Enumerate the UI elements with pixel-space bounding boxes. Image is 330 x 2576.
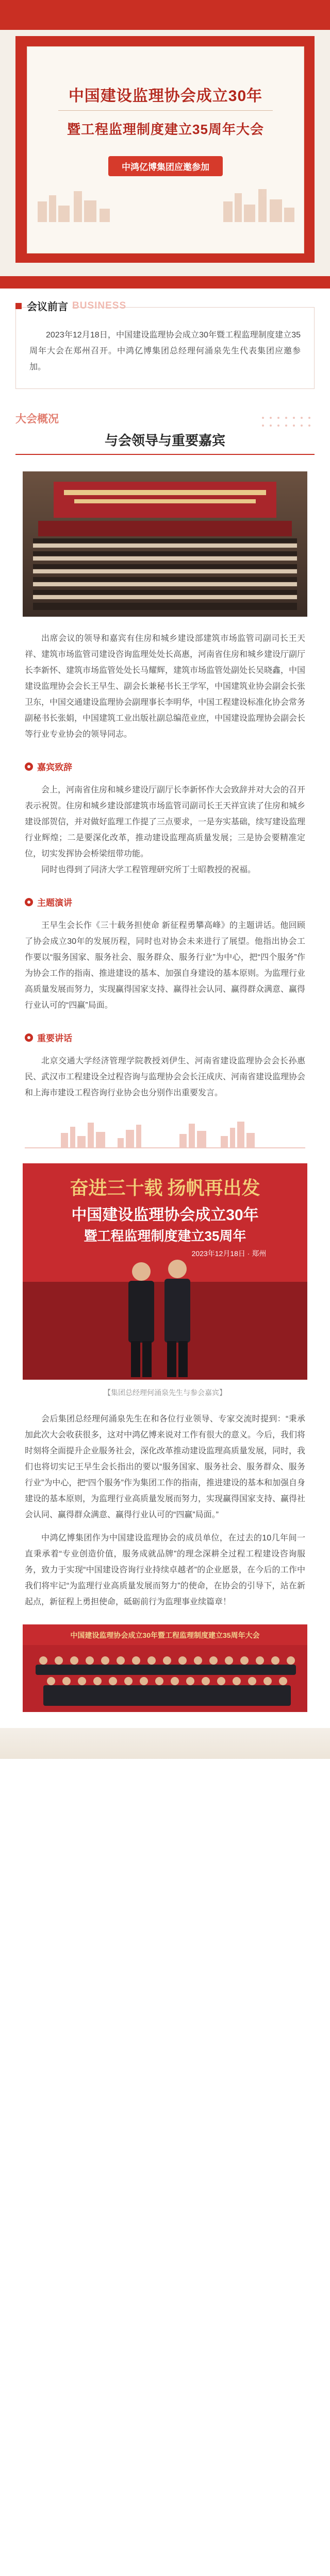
- preface-title: 会议前言: [27, 298, 72, 313]
- banner-main-text: 中国建设监理协会成立30年: [71, 1207, 259, 1224]
- preface-text: 2023年12月18日，中国建设监理协会成立30年暨工程监理制度建立35周年大会在郑州召开。中鸿亿博集团总经理何涌泉先生代表集团应邀参加。: [29, 331, 301, 371]
- report-heading: [25, 1031, 305, 1044]
- closing-paragraph-2: 中鸿亿博集团作为中国建设监理协会的成员单位，在过去的10几年间一直秉承着“专业创造价值，服务成就品牌”的理念深耕全过程工程建设咨询服务，致力于实现“中国建设咨询行业持续卓越者”的企业愿景，在今后的工作中我们将牢记“为监理行业高质量发展而努力”的使命，在协会的引导下，站在新起点，新征程上勇担使命，砥砺前行为监理事业续篇章！: [25, 1534, 305, 1606]
- skyline-divider: [25, 1117, 305, 1148]
- banner-slogan: 奋进三十载 扬帆再出发: [70, 1178, 260, 1198]
- overview-underline: [15, 454, 315, 455]
- preface-heading: [15, 298, 126, 313]
- keynote-heading: [25, 895, 305, 908]
- keynote-paragraph: 王早生会长作《三十载务担使命 新征程勇攀高峰》的主题讲话。他回顾了协会成立30年的发展历程，同时也对协会未来进行了展望。他指出协会工作要以“服务国家、服务社会、服务群众、服务行业”为中心，把“四个服务”作为协会工作的指南、推进建设的基本、加强自身建设的基本原则。为监理行业高质量发展而努力，实现赢得国家支持、赢得社会认同、赢得群众满意、赢得行业认可的“四赢”局面。: [25, 921, 306, 1010]
- speech-heading: [25, 760, 305, 773]
- overview-section-title: [15, 411, 315, 457]
- overview-paragraph: 出席会议的领导和嘉宾有住房和城乡建设部建筑市场监管司副司长王天祥、建筑市场监管司建设咨询监理处处长高惠，河南省住房和城乡建设厅副厅长李新怀、建筑市场监管处处长马耀辉，建筑市场监管处副处长吴晓鑫，中国建设监理协会会长王早生、副会长兼秘书长王学军，中国建筑业协会副会长张卫东，中国交通建设监理协会副理事长李明华，中国工程建设标准化协会常务副秘书长张娟，中国建筑工业出版社副总编范业庶，中国建设监理协会副会长等行业专业协会的领导同志。: [25, 634, 306, 739]
- speech-paragraph-1: 会上，河南省住房和城乡建设厅副厅长李新怀作大会致辞并对大会的召开表示祝贺。住房和城乡建设部建筑市场监管司副司长王天祥宣读了住房和城乡建设部贺信，并对做好监理工作提了三点要求，一是夯实基础，续写建设监理行业辉煌；二是要深化改革，推动建设监理高质量发展；三是协会要精准定位，切实发挥协会桥梁纽带功能。: [25, 786, 306, 858]
- preface-box: [15, 300, 315, 389]
- conference-hall-photo: [23, 471, 307, 617]
- preface-title-en: BUSINESS: [72, 300, 127, 311]
- hero-top-bar: [0, 0, 330, 30]
- speech-paragraph-2: 同时也得到了同济大学工程管理研究所丁士昭教授的祝福。: [41, 866, 256, 874]
- closing-body: [25, 1411, 305, 1610]
- report-body: [25, 1053, 305, 1101]
- speech-title: 嘉宾致辞: [37, 762, 72, 772]
- guests-photo: [23, 1163, 307, 1380]
- footer-strip: [0, 1728, 330, 1759]
- keynote-title: 主题演讲: [37, 898, 72, 908]
- group-banner-text: 中国建设监理协会成立30年暨工程监理制度建立35周年大会: [70, 1631, 260, 1639]
- skyline-decoration: [27, 186, 304, 222]
- report-title: 重要讲话: [37, 1033, 72, 1043]
- bullet-circle-icon: [25, 1033, 33, 1042]
- banner-date-text: 2023年12月18日 · 郑州: [191, 1249, 267, 1258]
- banner-sub-text: 暨工程监理制度建立35周年: [84, 1228, 246, 1244]
- bullet-circle-icon: [25, 762, 33, 771]
- overview-small-title: 大会概况: [15, 413, 59, 425]
- hero-banner: [0, 0, 330, 289]
- closing-paragraph-1: 会后集团总经理何涌泉先生在和各位行业领导、专家交流时提到：“秉承加此次大会收获很多，这对中鸿亿博来说对工作有很大的意义。今后，我们将时刻将全面提升企业服务社会，深化改革推动建设监理高质量发展，同时，我们也将切实记王早生会长指出的要以“服务国家、服务社会、服务群众、服务行业”为中心，把“四个服务”作为集团工作的指南，推进建设的基本和加强自身建设的基本原则，为监理行业高质量发展而努力，实现赢得国家支持、赢得社会认同、赢得群众满意、赢得行业认可的“四赢”局面。”: [25, 1415, 306, 1519]
- square-icon: [15, 303, 22, 309]
- hero-title-line2: 暨工程监理制度建立35周年大会: [67, 122, 264, 137]
- overview-body: [25, 631, 305, 742]
- hero-panel: [15, 36, 315, 263]
- hero-tag: 中鸿亿博集团应邀参加: [108, 156, 223, 176]
- keynote-body: [25, 918, 305, 1013]
- hero-bottom-bar: [0, 276, 330, 289]
- overview-big-title: 与会领导与重要嘉宾: [104, 433, 225, 448]
- hero-title-line1: 中国建设监理协会成立30年: [68, 88, 263, 105]
- photo-caption: 【集团总经理何涌泉先生与参会嘉宾】: [104, 1388, 226, 1397]
- hero-inner-card: [27, 46, 304, 253]
- hero-divider: [58, 110, 273, 111]
- bullet-circle-icon: [25, 898, 33, 906]
- speech-body: [25, 782, 305, 878]
- report-paragraph: 北京交通大学经济管理学院教授刘伊生、河南省建设监理协会会长孙惠民、武汉市工程建设全过程咨询与监理协会会长汪成庆、河南省建设监理协会和上海市建设工程咨询行业协会也分别作出重要发言。: [25, 1057, 306, 1097]
- group-photo: [23, 1624, 307, 1712]
